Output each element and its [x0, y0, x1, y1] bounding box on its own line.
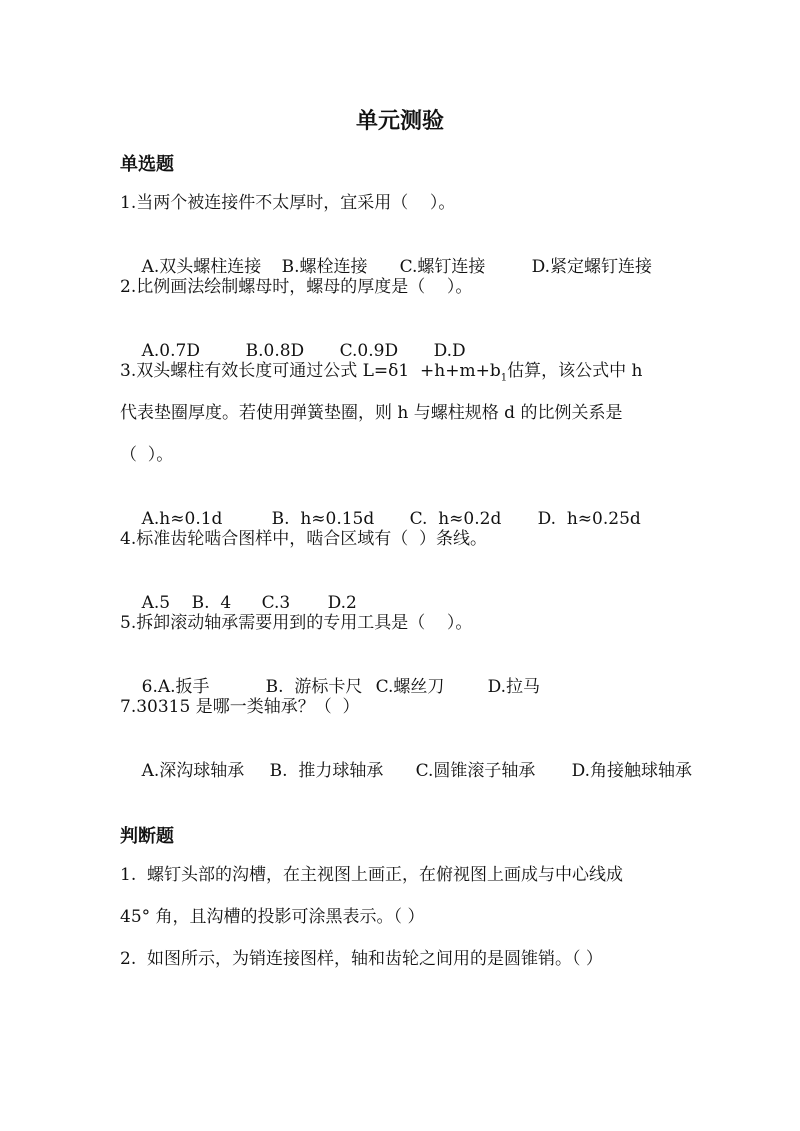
question-3-line-1 — [120, 360, 642, 382]
option: D.拉马 — [487, 677, 541, 697]
question-3-text: 3.双头螺柱有效长度可通过公式 L=δ1 +h+m+b — [120, 361, 501, 381]
option: A.深沟球轴承 — [141, 761, 245, 781]
option: B. 游标卡尺 — [265, 677, 363, 697]
question-2: 2.比例画法绘制螺母时，螺母的厚度是（ ）。 — [120, 277, 473, 297]
option: A.h≈0.1d — [141, 509, 223, 529]
question-1: 1.当两个被连接件不太厚时，宜采用（ ）。 — [120, 193, 456, 213]
option: C.螺钉连接 — [399, 257, 486, 277]
option: C.0.9D — [339, 341, 399, 361]
option: 6.A.扳手 — [141, 677, 210, 697]
option: B. 推力球轴承 — [269, 761, 384, 781]
tf-question-2: 2. 如图所示，为销连接图样，轴和齿轮之间用的是圆锥销。（ ） — [120, 949, 603, 969]
option: C.3 — [261, 593, 291, 613]
tf-question-1-line-1: 1. 螺钉头部的沟槽，在主视图上画正，在俯视图上画成与中心线成 — [120, 865, 624, 885]
option: D.紧定螺钉连接 — [531, 257, 653, 277]
question-4: 4.标准齿轮啮合图样中，啮合区域有（ ）条线。 — [120, 529, 488, 549]
option: B.螺栓连接 — [281, 257, 368, 277]
option: D.2 — [327, 593, 357, 613]
page-title: 单元测验 — [355, 109, 444, 134]
question-7-options — [120, 738, 692, 804]
option: D.角接触球轴承 — [571, 761, 693, 781]
option: B. 4 — [191, 593, 232, 613]
section-heading-true-false: 判断题 — [120, 826, 174, 847]
question-3-line-3: （ ）。 — [120, 445, 174, 465]
question-3-text: 估算，该公式中 h — [507, 361, 643, 381]
option: D.D — [433, 341, 466, 361]
option: C. h≈0.2d — [409, 509, 502, 529]
option: A.5 — [141, 593, 171, 613]
tf-question-1-line-2: 45° 角，且沟槽的投影可涂黑表示。（ ） — [120, 907, 425, 927]
section-heading-single-choice: 单选题 — [120, 154, 174, 175]
option: A.双头螺柱连接 — [141, 257, 262, 277]
option: B. h≈0.15d — [271, 509, 375, 529]
option: B.0.8D — [245, 341, 305, 361]
question-7: 7.30315 是哪一类轴承？（ ） — [120, 697, 360, 717]
subscript: 1 — [500, 372, 508, 384]
question-3-line-2: 代表垫圈厚度。若使用弹簧垫圈，则 h 与螺柱规格 d 的比例关系是 — [120, 403, 623, 423]
option: C.圆锥滚子轴承 — [415, 761, 536, 781]
option: C.螺丝刀 — [375, 677, 445, 697]
option: A.0.7D — [141, 341, 200, 361]
option: D. h≈0.25d — [537, 509, 641, 529]
question-5: 5.拆卸滚动轴承需要用到的专用工具是（ ）。 — [120, 613, 473, 633]
